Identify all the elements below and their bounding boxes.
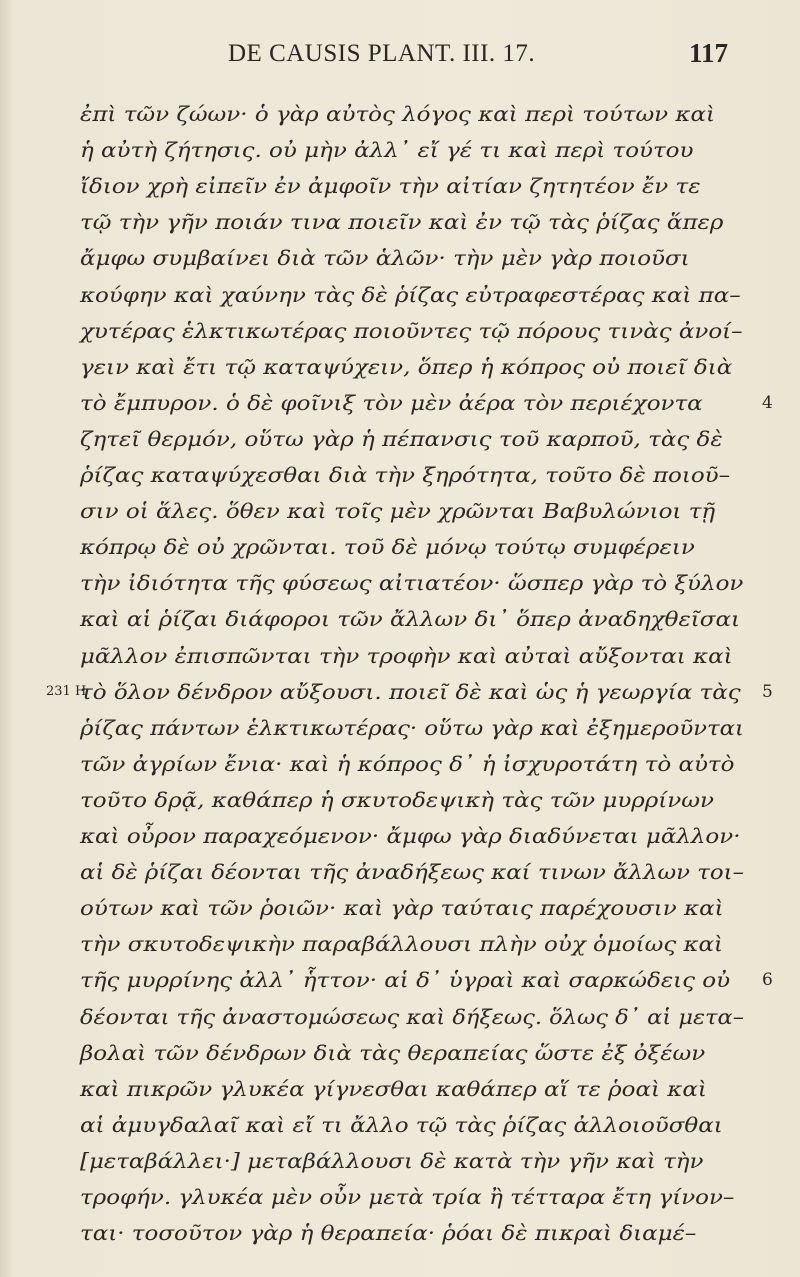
text-line: [0, 854, 800, 890]
line-text: ῥίζας καταψύχεσθαι διὰ τὴν ξηρότητα, τοῦτο δὲ ποιοῦ–: [80, 463, 731, 487]
line-text: ούτων καὶ τῶν ῥοιῶν· καὶ γὰρ ταύταις παρέχουσιν καὶ: [80, 896, 724, 921]
text-line: [0, 601, 800, 637]
line-text: τῷ τὴν γῆν ποιάν τινα ποιεῖν καὶ ἐν τῷ τὰς ῥίζας ἅπερ: [80, 210, 724, 235]
text-line: [0, 493, 800, 529]
text-line: [0, 999, 800, 1035]
text-line: [0, 565, 800, 601]
line-text: ἄμφω συμβαίνει διὰ τῶν ἁλῶν· τὴν μὲν γὰρ ποιοῦσι: [80, 246, 690, 271]
line-text: σιν οἱ ἅλες. ὅθεν καὶ τοῖς μὲν χρῶνται Βαβυλώνιοι τῇ: [80, 499, 716, 524]
text-line: [0, 638, 800, 674]
text-line: [0, 421, 800, 457]
text-line: [0, 132, 800, 168]
line-text: τὴν σκυτοδεψικὴν παραβάλλουσι πλὴν οὐχ ὁμοίως καὶ: [80, 932, 724, 957]
text-line: [0, 529, 800, 565]
line-text: τὴν ἰδιότητα τῆς φύσεως αἰτιατέον· ὥσπερ γὰρ τὸ ξύλον: [80, 571, 744, 596]
text-line: [0, 890, 800, 926]
text-line: [0, 1179, 800, 1215]
line-text: δέονται τῆς ἀναστομώσεως καὶ δήξεως. ὅλως δ᾽ αἱ μετα–: [80, 1004, 744, 1029]
line-text: αἱ ἀμυγδαλαῖ καὶ εἴ τι ἄλλο τῷ τὰς ῥίζας ἀλλοιοῦσθαι: [80, 1112, 723, 1137]
line-text: τὸ ὅλον δένδρον αὔξουσι. ποιεῖ δὲ καὶ ὡς ἡ γεωργία τὰς: [80, 679, 741, 704]
page-number: 117: [688, 38, 728, 68]
section-number: 4: [762, 392, 773, 413]
line-text: ἐπὶ τῶν ζώων· ὁ γὰρ αὐτὸς λόγος καὶ περὶ τούτων καὶ: [80, 102, 716, 126]
line-text: μᾶλλον ἐπισπῶνται τὴν τροφὴν καὶ αὐταὶ αὔξονται καὶ: [80, 643, 733, 668]
text-line: [0, 746, 800, 782]
section-number: 5: [762, 681, 773, 702]
line-text: καὶ πικρῶν γλυκέα γίγνεσθαι καθάπερ αἵ τε ῥοαὶ καὶ: [80, 1076, 707, 1101]
text-line: [0, 168, 800, 204]
line-text: τροφήν. γλυκέα μὲν οὖν μετὰ τρία ἢ τέτταρα ἔτη γίνον–: [80, 1185, 735, 1209]
text-line: [0, 782, 800, 818]
text-line: [0, 1215, 800, 1251]
text-line: [0, 204, 800, 240]
text-line: [0, 926, 800, 962]
margin-reference: 231 H: [46, 683, 87, 699]
line-text: αἱ δὲ ῥίζαι δέονται τῆς ἀναδήξεως καί τινων ἄλλων τοι–: [80, 860, 744, 885]
section-number: 6: [762, 970, 773, 991]
text-line: [0, 1143, 800, 1179]
text-line: [0, 962, 800, 998]
text-line: [0, 1035, 800, 1071]
line-text: βολαὶ τῶν δένδρων διὰ τὰς θεραπείας ὥστε ἐξ ὀξέων: [80, 1040, 706, 1065]
line-text: ζητεῖ θερμόν, οὕτω γὰρ ἡ πέπανσις τοῦ καρποῦ, τὰς δὲ: [80, 426, 723, 451]
text-line: [0, 277, 800, 313]
line-text: κούφην καὶ χαύνην τὰς δὲ ῥίζας εὐτραφεστέρας καὶ πα–: [80, 282, 741, 307]
line-text: ῥίζας πάντων ἑλκτικωτέρας· οὕτω γὰρ καὶ ἐξημεροῦνται: [80, 715, 744, 740]
line-text: κόπρῳ δὲ οὐ χρῶνται. τοῦ δὲ μόνῳ τούτῳ συμφέρειν: [80, 535, 695, 560]
text-line: [0, 96, 800, 132]
line-text: τοῦτο δρᾷ, καθάπερ ἡ σκυτοδεψικὴ τὰς τῶν μυρρίνων: [80, 787, 714, 812]
line-text: τῆς μυρρίνης ἀλλ᾽ ἧττον· αἱ δ᾽ ὑγραὶ καὶ σαρκώδεις οὐ: [80, 968, 731, 993]
line-text: τὸ ἔμπυρον. ὁ δὲ φοῖνιξ τὸν μὲν ἀέρα τὸν περιέχοντα: [80, 390, 703, 415]
text-line: [0, 240, 800, 276]
text-line: [0, 313, 800, 349]
line-text: ται· τοσοῦτον γὰρ ἡ θεραπεία· ῥόαι δὲ πικραὶ διαμέ–: [80, 1221, 697, 1246]
line-text: χυτέρας ἑλκτικωτέρας ποιοῦντες τῷ πόρους τινὰς ἀνοί–: [80, 318, 743, 343]
text-line: [0, 710, 800, 746]
text-line: [0, 674, 800, 710]
line-text: [μεταβάλλει·] μεταβάλλουσι δὲ κατὰ τὴν γῆν καὶ τὴν: [80, 1148, 704, 1173]
text-line: [0, 1071, 800, 1107]
text-line: [0, 1107, 800, 1143]
text-line: [0, 457, 800, 493]
line-text: ἴδιον χρὴ εἰπεῖν ἐν ἀμφοῖν τὴν αἰτίαν ζητητέον ἔν τε: [80, 174, 701, 199]
text-line: [0, 349, 800, 385]
line-text: καὶ αἱ ῥίζαι διάφοροι τῶν ἄλλων δι᾽ ὅπερ ἀναδηχθεῖσαι: [80, 607, 740, 632]
line-text: τῶν ἀγρίων ἔνια· καὶ ἡ κόπρος δ᾽ ἡ ἰσχυροτάτη τὸ αὐτὸ: [80, 751, 735, 776]
page-header: [228, 40, 728, 80]
line-text: γειν καὶ ἔτι τῷ καταψύχειν, ὅπερ ἡ κόπρος οὐ ποιεῖ διὰ: [80, 354, 733, 379]
text-line: [0, 818, 800, 854]
running-title: DE CAUSIS PLANT. III. 17.: [228, 40, 536, 67]
line-text: καὶ οὖρον παραχεόμενον· ἄμφω γὰρ διαδύνεται μᾶλλον·: [80, 824, 741, 848]
text-line: [0, 385, 800, 421]
line-text: ἡ αὐτὴ ζήτησις. οὐ μὴν ἀλλ᾽ εἴ γέ τι καὶ περὶ τούτου: [80, 138, 694, 163]
